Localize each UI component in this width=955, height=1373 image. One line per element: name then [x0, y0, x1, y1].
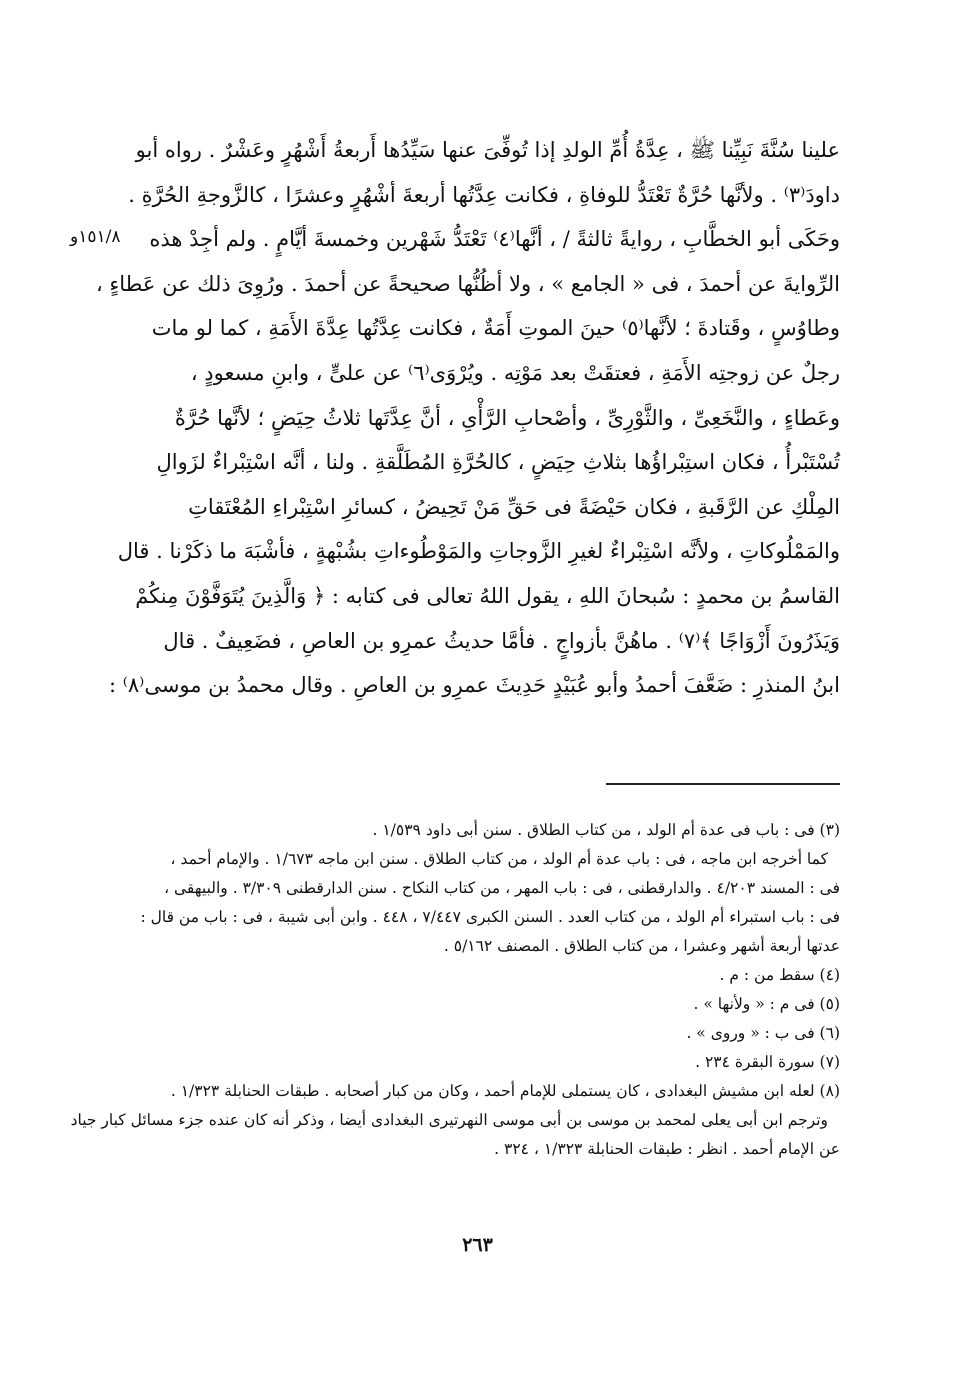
main-text-line: وعَطاءٍ ، والنَّخَعِىِّ ، والثَّوْرِىِّ ، وأصْحابِ الرَّأْىِ ، أنَّ عِدَّتَها ثلاثُ حِيَضٍ ؛ لأنَّها حُرَّةٌ [174, 405, 840, 430]
main-text-line: رجلٌ عن زوجتِه الأَمَةِ ، فعتقَتْ بعد مَوْتِه . ويُرْوَى⁽٦⁾ عن علىٍّ ، وابنِ مسعودٍ ، [190, 360, 840, 385]
main-text-line: داودَ⁽٣⁾ . ولأنَّها حُرَّةٌ تَعْتَدُّ للوفاةِ ، فكانت عِدَّتُها أربعةَ أشْهُرٍ وعشرًا ، كالزَّوجةِ الحُرَّةِ . [128, 182, 840, 207]
main-text-line: ابنُ المنذرِ : ضَعَّفَ أحمدُ وأبو عُبَيْدٍ حَدِيثَ عمرِو بن العاصِ . وقال محمدُ بن موسى⁽٨⁾ : [108, 673, 840, 698]
main-text-line: والمَمْلُوكاتِ ، ولأنَّه اسْتِبْراءٌ لغيرِ الزَّوجاتِ والمَوْطُوءاتِ بشُبْهةٍ ، فأشْبَهَ ما ذكَرْنا . قال [117, 539, 840, 564]
margin-reference: ١٥١/٨و [70, 227, 121, 247]
footnote-line: عدتها أربعة أشهر وعشرا ، من كتاب الطلاق . المصنف ٥/١٦٢ . [443, 937, 840, 955]
footnote-line: (٧) سورة البقرة ٢٣٤ . [695, 1053, 840, 1071]
footnote-line: كما أخرجه ابن ماجه ، فى : باب عدة أم الولد ، من كتاب الطلاق . سنن ابن ماجه ١/٦٧٣ . والإمام أحمد ، [170, 850, 828, 868]
main-text-line: تُسْتَبْرأُ ، فكان استِبْراؤُها بثلاثِ حِيَضٍ ، كالحُرَّةِ المُطَلَّقةِ . ولنا ، أنَّه اسْتِبْراءٌ لزَوالِ [156, 450, 840, 475]
footnote-line: (٨) لعله ابن مشيش البغدادى ، كان يستملى للإمام أحمد ، وكان من كبار أصحابه . طبقات الحنابلة ١/٣٢٣ . [170, 1082, 840, 1100]
main-text-line: القاسمُ بن محمدٍ : سُبحانَ اللهِ ، يقول اللهُ تعالى فى كتابه : ﴿ وَالَّذِينَ يُتَوَفَّوْنَ مِنكُمْ [135, 583, 840, 608]
main-text-line: الرِّوايةَ عن أحمدَ ، فى « الجامع » ، ولا أظُنُّها صحيحةً عن أحمدَ . ورُوِىَ ذلك عن عَطاءٍ ، [95, 271, 840, 296]
footnote-line: فى : باب استبراء أم الولد ، من كتاب العدد . السنن الكبرى ٧/٤٤٧ ، ٤٤٨ . وابن أبى شيبة ، فى : باب من قال : [140, 908, 840, 926]
main-text-line: المِلْكِ عن الرَّقَبةِ ، فكان حَيْضَةً فى حَقِّ مَنْ تَحِيضُ ، كسائرِ اسْتِبْراءِ المُعْتَقاتِ [188, 494, 840, 519]
main-text-line: وطاوُسٍ ، وقَتادةَ ؛ لأنَّها⁽٥⁾ حينَ الموتِ أَمَةٌ ، فكانت عِدَّتُها عِدَّةَ الأَمَةِ ، كما لو مات [151, 316, 840, 341]
footnote-line: (٣) فى : باب فى عدة أم الولد ، من كتاب الطلاق . سنن أبى داود ١/٥٣٩ . [372, 821, 840, 839]
footnote-line: (٦) فى ب : « وروى » . [686, 1024, 840, 1042]
footnote-line: (٥) فى م : « ولأنها » . [693, 995, 840, 1013]
footnote-line: عن الإمام أحمد . انظر : طبقات الحنابلة ١/٣٢٣ ، ٣٢٤ . [494, 1140, 840, 1158]
footnotes-block [70, 816, 840, 1164]
footnote-line: (٤) سقط من : م . [719, 966, 840, 984]
footnote-line: فى : المسند ٤/٢٠٣ . والدارقطنى ، فى : باب المهر ، من كتاب النكاح . سنن الدارقطنى ٣/٣٠٩ . والبيهقى ، [164, 879, 840, 897]
main-text-line: علينا سُنَّةَ نَبِيِّنا ﷺ ، عِدَّةُ أُمِّ الولدِ إذا تُوفِّىَ عنها سَيِّدُها أَربعةُ أَشْهُرٍ وعَشْرٌ . رواه أبو [135, 138, 840, 162]
footnote-separator [606, 783, 840, 785]
page-number: ٢٦٣ [462, 1234, 493, 1256]
main-text-line: وَيَذَرُونَ أَزْوَاجًا ﴾⁽٧⁾ . ماهُنَّ بأزواجٍ . فأمَّا حديثُ عمرِو بن العاصِ ، فضَعِيفٌ . قال [163, 628, 840, 653]
footnote-line: وترجم ابن أبى يعلى لمحمد بن موسى بن أبى موسى النهرتيرى البغدادى أيضا ، وذكر أنه كان عنده جزء مسائل كبار جياد [70, 1111, 828, 1129]
main-text-line: وحَكَى أبو الخطَّابِ ، روايةً ثالثةً / ، أنَّها⁽٤⁾ تَعْتَدُّ شَهْرين وخمسةَ أيَّامٍ . ولم أجِدْ هذه [149, 227, 840, 252]
